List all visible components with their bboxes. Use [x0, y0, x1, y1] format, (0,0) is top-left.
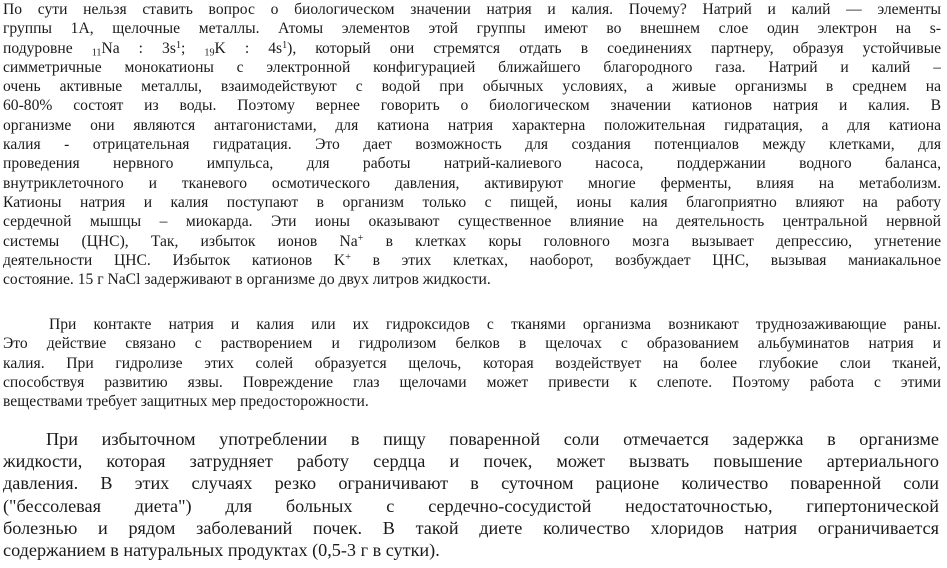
text-fragment: подуровне: [3, 39, 92, 57]
text-fragment: K : 4s: [214, 39, 283, 57]
ion-charge-superscript: +: [357, 232, 364, 244]
electron-count-superscript: 1: [175, 39, 181, 51]
text-line: организме они являются антагонистами, для катиона натрия характерна положительная гидратация, а для катиона: [3, 116, 941, 134]
text-line: состояние. 15 г NaCl задерживают в организме до двух литров жидкости.: [3, 271, 491, 289]
text-fragment: системы (ЦНС), Так, избыток ионов Na: [3, 232, 358, 250]
text-fragment: в клетках коры головного мозга вызывает депрессию, угнетение: [363, 232, 941, 250]
text-line: способствуя развитию язвы. Повреждение глаз щелочами может привести к слепоте. Поэтому работа с этими: [3, 373, 941, 391]
text-line-potassium-ion: [3, 251, 941, 270]
text-line: давления. В этих случаях резко ограничивают в суточном рационе количество поваренной соли: [3, 473, 939, 494]
text-line: Катионы натрия и калия поступают в организм только с пищей, ионы калия благоприятно влияют на работу: [3, 193, 941, 211]
text-line-electron-config: [3, 39, 941, 58]
text-line: При контакте натрия и калия или их гидроксидов с тканями организма возникают труднозаживающие раны.: [49, 316, 941, 333]
atomic-number-sodium: 11: [91, 47, 102, 58]
text-line: очень активные металлы, взаимодействуют с водой при обычных условиях, а живые организмы в среднем на: [3, 78, 941, 96]
text-line: калия - отрицательная гидратация. Это дает возможность для создания потенциалов между клетками, для: [3, 136, 941, 154]
text-fragment: ;: [181, 39, 205, 57]
electron-count-superscript: 1: [282, 39, 288, 51]
text-fragment: деятельности ЦНС. Избыток катионов K: [3, 251, 346, 269]
text-line: жидкости, которая затрудняет работу сердца и почек, может вызвать повышение артериального: [3, 451, 939, 472]
text-line: содержанием в натуральных продуктах (0,5-3 г в сутки).: [3, 540, 440, 561]
ion-charge-superscript: +: [345, 251, 351, 263]
text-fragment: ), который они стремятся отдать в соединениях партнеру, образуя устойчивые: [287, 39, 941, 57]
text-line: При избыточном употреблении в пищу поваренной соли отмечается задержка в организме: [46, 429, 939, 449]
paragraph-sodium-potassium-biology: [3, 0, 941, 289]
text-line: Это действие связано с растворением и гидролизом белков в щелочах с образованием альбуминатов натрия и: [3, 335, 941, 353]
text-line: сердечной мышцы – миокарда. Эти ионы оказывают существенное влияние на деятельность центральной нервной: [3, 213, 941, 231]
text-line: По сути нельзя ставить вопрос о биологическом значении натрия и калия. Почему? Натрий и калий — элементы: [3, 1, 941, 18]
text-line-sodium-ion: [3, 232, 941, 251]
text-line: калия. При гидролизе этих солей образуется щелочь, которая воздействует на более глубокие слои тканей,: [3, 354, 941, 372]
paragraph-salt-diet: [3, 428, 939, 561]
atomic-number-potassium: 19: [204, 47, 215, 58]
paragraph-tissue-damage: [3, 315, 941, 411]
text-line: симметричные монокатионы с электронной конфигурацией ближайшего благородного газа. Натрий и калий –: [3, 58, 941, 76]
text-line: веществами требует защитных мер предосторожности.: [3, 393, 369, 411]
text-line: группы 1А, щелочные металлы. Атомы элементов этой группы имеют во внешнем слое один электрон на s-: [3, 20, 941, 38]
text-line: 60-80% состоят из воды. Поэтому вернее говорить о биологическом значении катионов натрия и калия. В: [3, 97, 941, 115]
text-line: ("бессолевая диета") для больных с сердечно-сосудистой недостаточностью, гипертонической: [3, 495, 939, 516]
text-fragment: в этих клетках, наоборот, возбуждает ЦНС, вызывая маниакальное: [350, 251, 941, 269]
text-line: проведения нервного импульса, для работы натрий-калиевого насоса, поддержании водного баланса,: [3, 155, 941, 173]
text-line: внутриклеточного и тканевого осмотического давления, активируют многие ферменты, влияя на метаболизм.: [3, 174, 941, 192]
text-fragment: Na : 3s: [101, 39, 176, 57]
text-line: болезнью и рядом заболеваний почек. В такой диете количество хлоридов натрия ограничивается: [3, 517, 939, 538]
